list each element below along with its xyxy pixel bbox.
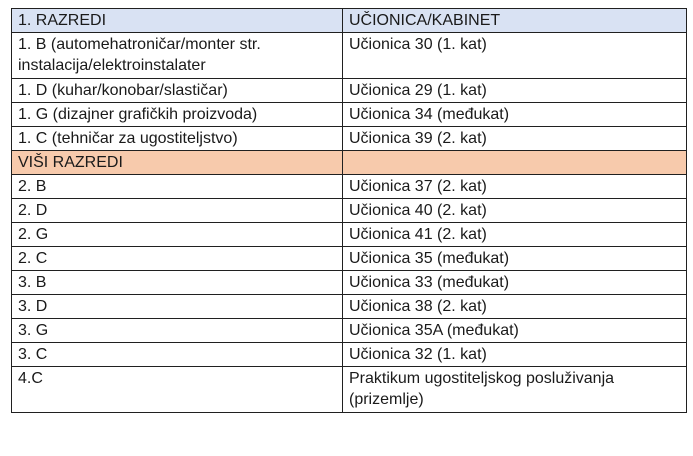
class-cell: 3. D	[12, 295, 343, 319]
class-cell: 4.C	[12, 367, 343, 413]
room-cell: Učionica 33 (međukat)	[343, 271, 687, 295]
table-row	[12, 247, 687, 271]
table-row	[12, 127, 687, 151]
room-cell: Učionica 38 (2. kat)	[343, 295, 687, 319]
table-row	[12, 223, 687, 247]
table-row	[12, 295, 687, 319]
room-cell: Učionica 39 (2. kat)	[343, 127, 687, 151]
class-cell: 3. C	[12, 343, 343, 367]
class-cell: 1. D (kuhar/konobar/slastičar)	[12, 79, 343, 103]
room-cell: Učionica 40 (2. kat)	[343, 199, 687, 223]
section-label: VIŠI RAZREDI	[12, 151, 343, 175]
class-cell: 3. G	[12, 319, 343, 343]
header-class-column: 1. RAZREDI	[12, 9, 343, 33]
header-room-column: UČIONICA/KABINET	[343, 9, 687, 33]
room-cell: Učionica 35 (međukat)	[343, 247, 687, 271]
room-cell: Učionica 41 (2. kat)	[343, 223, 687, 247]
room-cell: Praktikum ugostiteljskog posluživanja (prizemlje)	[343, 367, 687, 413]
class-cell: 3. B	[12, 271, 343, 295]
room-cell: Učionica 35A (međukat)	[343, 319, 687, 343]
table-row	[12, 33, 687, 79]
class-cell: 1. G (dizajner grafičkih proizvoda)	[12, 103, 343, 127]
room-cell: Učionica 32 (1. kat)	[343, 343, 687, 367]
section-room-cell	[343, 151, 687, 175]
table-row	[12, 103, 687, 127]
class-cell: 1. C (tehničar za ugostiteljstvo)	[12, 127, 343, 151]
class-cell: 2. G	[12, 223, 343, 247]
table-row	[12, 271, 687, 295]
table-header-row	[12, 9, 687, 33]
classroom-table-container	[11, 8, 686, 413]
class-cell: 2. C	[12, 247, 343, 271]
table-row	[12, 79, 687, 103]
class-cell: 2. D	[12, 199, 343, 223]
section-row-higher-years	[12, 151, 687, 175]
table-row	[12, 343, 687, 367]
class-cell: 1. B (automehatroničar/monter str. instalacija/elektroinstalater	[12, 33, 343, 79]
room-cell: Učionica 34 (međukat)	[343, 103, 687, 127]
table-row	[12, 199, 687, 223]
class-cell: 2. B	[12, 175, 343, 199]
table-row	[12, 319, 687, 343]
classroom-allocation-table	[11, 8, 687, 413]
table-row	[12, 367, 687, 413]
room-cell: Učionica 37 (2. kat)	[343, 175, 687, 199]
table-row	[12, 175, 687, 199]
room-cell: Učionica 29 (1. kat)	[343, 79, 687, 103]
room-cell: Učionica 30 (1. kat)	[343, 33, 687, 79]
